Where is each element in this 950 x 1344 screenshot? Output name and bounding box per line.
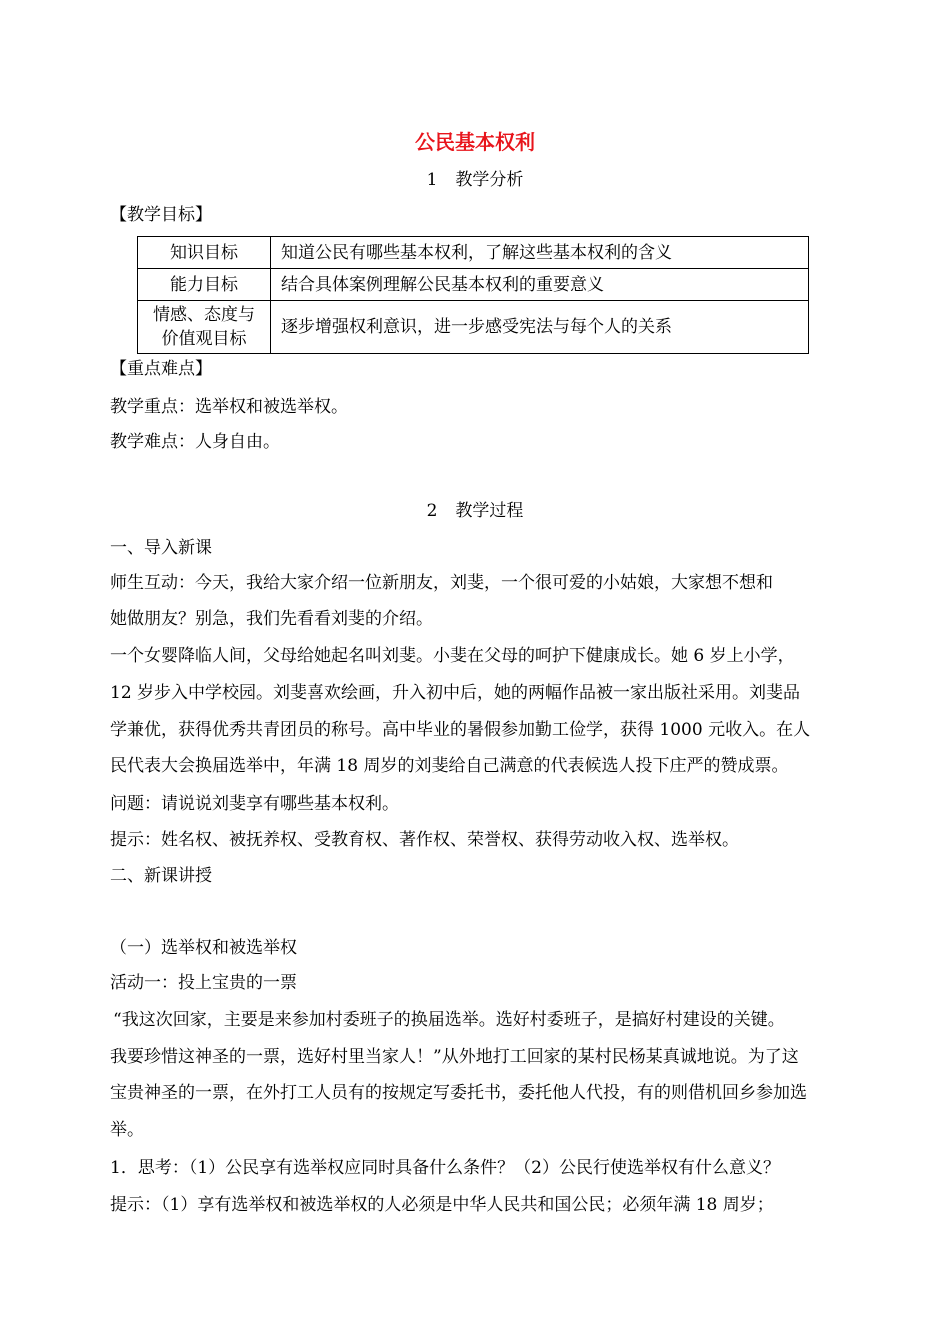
question-line: 问题：请说说刘斐享有哪些基本权利。: [110, 794, 399, 814]
difficult-point: 教学难点：人身自由。: [110, 432, 280, 452]
part-heading: 一、导入新课: [110, 538, 212, 558]
think-line: 1．思考：（1）公民享有选举权应同时具备什么条件？（2）公民行使选举权有什么意义？: [110, 1158, 780, 1178]
table-row: [138, 237, 809, 269]
part-heading: 二、新课讲授: [110, 866, 212, 886]
table-row: [138, 301, 809, 354]
paragraph-line: “我这次回家，主要是来参加村委班子的换届选举。选好村委班子，是搞好村建设的关键。: [113, 1010, 785, 1030]
paragraph-line: 师生互动：今天，我给大家介绍一位新朋友，刘斐，一个很可爱的小姑娘，大家想不想和: [110, 573, 773, 593]
goal-key-line: 情感、态度与: [153, 305, 255, 325]
section-heading-process: [0, 498, 950, 524]
key-points-heading: 【重点难点】: [110, 359, 212, 379]
goal-key: [138, 301, 271, 354]
section-number: 1: [426, 170, 438, 190]
goals-table: [137, 236, 809, 354]
activity-heading: 活动一：投上宝贵的一票: [110, 973, 297, 993]
section-heading-analysis: [0, 167, 950, 193]
section-label: 教学分析: [455, 170, 524, 190]
paragraph-line: 举。: [110, 1120, 144, 1140]
goal-key: 知识目标: [138, 237, 271, 269]
goal-value: 逐步增强权利意识，进一步感受宪法与每个人的关系: [271, 301, 809, 354]
section-number: 2: [426, 501, 438, 521]
hint-line: 提示：（1）享有选举权和被选举权的人必须是中华人民共和国公民；必须年满 18 周岁；: [110, 1195, 774, 1215]
hint-line: 提示：姓名权、被抚养权、受教育权、著作权、荣誉权、获得劳动收入权、选举权。: [110, 830, 739, 850]
section-label: 教学过程: [455, 501, 524, 521]
document-title: 公民基本权利: [415, 130, 535, 154]
paragraph-line: 我要珍惜这神圣的一票，选好村里当家人！”从外地打工回家的某村民杨某真诚地说。为了这: [110, 1047, 799, 1067]
paragraph-line: 学兼优，获得优秀共青团员的称号。高中毕业的暑假参加勤工俭学，获得 1000 元收入。在人: [110, 720, 811, 740]
key-point: 教学重点：选举权和被选举权。: [110, 397, 348, 417]
goal-key: 能力目标: [138, 269, 271, 301]
paragraph-line: 她做朋友？别急，我们先看看刘斐的介绍。: [110, 609, 433, 629]
paragraph-line: 12 岁步入中学校园。刘斐喜欢绘画，升入初中后，她的两幅作品被一家出版社采用。刘斐品: [110, 683, 801, 703]
table-row: [138, 269, 809, 301]
goal-key-line: 价值观目标: [161, 329, 247, 349]
subsection-heading: （一）选举权和被选举权: [110, 938, 297, 958]
paragraph-line: 民代表大会换届选举中，年满 18 周岁的刘斐给自己满意的代表候选人投下庄严的赞成票。: [110, 756, 789, 776]
goals-heading: 【教学目标】: [110, 205, 212, 225]
paragraph-line: 宝贵神圣的一票，在外打工人员有的按规定写委托书，委托他人代投，有的则借机回乡参加选: [110, 1083, 807, 1103]
goal-value: 结合具体案例理解公民基本权利的重要意义: [271, 269, 809, 301]
paragraph-line: 一个女婴降临人间，父母给她起名叫刘斐。小斐在父母的呵护下健康成长。她 6 岁上小学，: [110, 646, 795, 666]
goal-value: 知道公民有哪些基本权利，了解这些基本权利的含义: [271, 237, 809, 269]
